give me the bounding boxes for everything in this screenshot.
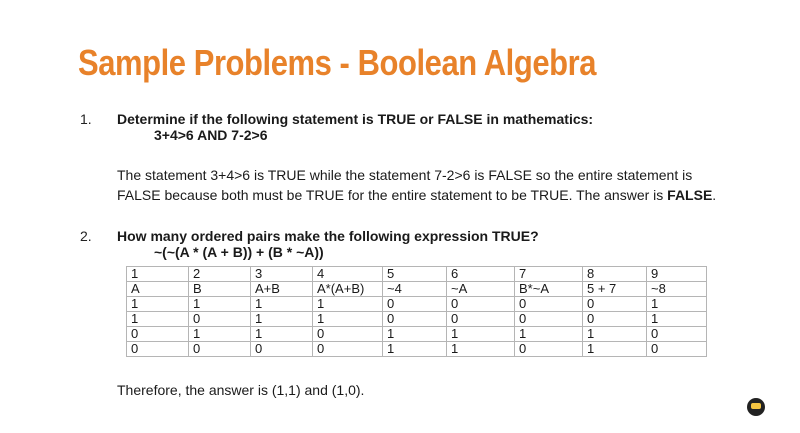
table-row bbox=[127, 327, 707, 342]
table-cell: 0 bbox=[189, 342, 251, 357]
table-row bbox=[127, 342, 707, 357]
problem-1-answer: FALSE bbox=[667, 187, 713, 203]
problem-1-question: Determine if the following statement is TRUE or FALSE in mathematics: bbox=[117, 111, 594, 127]
table-cell: 1 bbox=[251, 312, 313, 327]
table-cell: 0 bbox=[127, 342, 189, 357]
problem-2-expression: ~(~(A * (A + B)) + (B * ~A)) bbox=[154, 244, 324, 260]
table-cell: 0 bbox=[383, 297, 447, 312]
table-cell: 1 bbox=[313, 312, 383, 327]
table-cell: 0 bbox=[515, 297, 583, 312]
table-cell: 0 bbox=[447, 297, 515, 312]
table-cell: 1 bbox=[383, 327, 447, 342]
table-row bbox=[127, 297, 707, 312]
table-cell: 0 bbox=[583, 297, 647, 312]
table-cell: 1 bbox=[313, 297, 383, 312]
table-cell: 1 bbox=[189, 327, 251, 342]
problem-2-question: How many ordered pairs make the following expression TRUE? bbox=[117, 228, 539, 244]
table-cell: 0 bbox=[313, 327, 383, 342]
table-cell: 1 bbox=[383, 342, 447, 357]
table-cell: 1 bbox=[515, 327, 583, 342]
slide-title: Sample Problems - Boolean Algebra bbox=[78, 42, 597, 83]
table-cell: 0 bbox=[515, 342, 583, 357]
table-cell: 1 bbox=[447, 342, 515, 357]
table-cell: 1 bbox=[127, 312, 189, 327]
truth-table-body bbox=[127, 267, 707, 357]
problem-2-number: 2. bbox=[80, 228, 92, 244]
table-cell: A bbox=[127, 282, 189, 297]
table-cell: 1 bbox=[647, 312, 707, 327]
table-cell: 5 + 7 bbox=[583, 282, 647, 297]
table-cell: ~8 bbox=[647, 282, 707, 297]
truth-table bbox=[126, 266, 707, 357]
table-cell: 0 bbox=[127, 327, 189, 342]
table-cell: 0 bbox=[313, 342, 383, 357]
explanation-text: FALSE because both must be TRUE for the entire statement to be TRUE. The answer is bbox=[117, 187, 668, 203]
table-cell: 1 bbox=[447, 327, 515, 342]
table-cell: 0 bbox=[189, 312, 251, 327]
table-cell: 1 bbox=[583, 342, 647, 357]
table-cell: B*~A bbox=[515, 282, 583, 297]
problem-1-number: 1. bbox=[80, 111, 92, 127]
table-row bbox=[127, 312, 707, 327]
table-cell: B bbox=[189, 282, 251, 297]
table-cell: 0 bbox=[583, 312, 647, 327]
table-cell: A*(A+B) bbox=[313, 282, 383, 297]
table-cell: 1 bbox=[127, 267, 189, 282]
table-cell: 5 bbox=[383, 267, 447, 282]
table-cell: 6 bbox=[447, 267, 515, 282]
table-cell: 9 bbox=[647, 267, 707, 282]
table-cell: A+B bbox=[251, 282, 313, 297]
table-cell: 8 bbox=[583, 267, 647, 282]
table-cell: 4 bbox=[313, 267, 383, 282]
table-cell: 1 bbox=[251, 297, 313, 312]
problem-1-explanation-line-1: The statement 3+4>6 is TRUE while the statement 7-2>6 is FALSE so the entire statement is bbox=[117, 167, 693, 183]
problem-1-expression: 3+4>6 AND 7-2>6 bbox=[154, 127, 268, 143]
table-cell: 1 bbox=[251, 327, 313, 342]
table-row bbox=[127, 282, 707, 297]
table-cell: 0 bbox=[251, 342, 313, 357]
table-cell: 1 bbox=[127, 297, 189, 312]
table-cell: ~A bbox=[447, 282, 515, 297]
table-cell: 3 bbox=[251, 267, 313, 282]
table-cell: ~4 bbox=[383, 282, 447, 297]
table-cell: 1 bbox=[647, 297, 707, 312]
problem-1-explanation-line-2 bbox=[117, 187, 716, 203]
table-cell: 7 bbox=[515, 267, 583, 282]
table-cell: 1 bbox=[189, 297, 251, 312]
table-cell: 0 bbox=[647, 327, 707, 342]
table-row bbox=[127, 267, 707, 282]
table-cell: 2 bbox=[189, 267, 251, 282]
table-cell: 1 bbox=[583, 327, 647, 342]
table-cell: 0 bbox=[515, 312, 583, 327]
table-cell: 0 bbox=[447, 312, 515, 327]
problem-2-conclusion: Therefore, the answer is (1,1) and (1,0). bbox=[117, 382, 365, 398]
table-cell: 0 bbox=[383, 312, 447, 327]
explanation-period: . bbox=[712, 187, 717, 203]
presenter-logo-icon bbox=[747, 398, 765, 416]
table-cell: 0 bbox=[647, 342, 707, 357]
